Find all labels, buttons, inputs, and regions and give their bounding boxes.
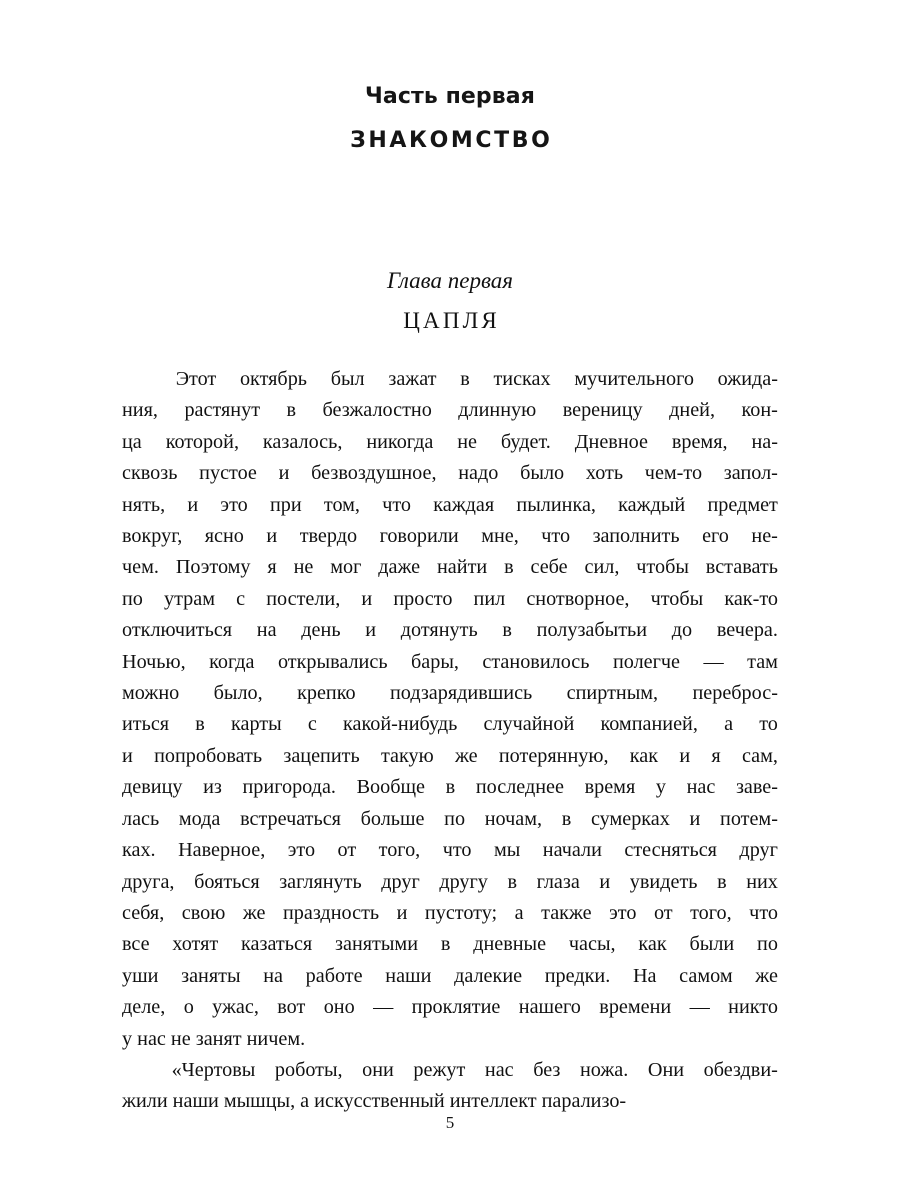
text-line: вокруг, ясно и твердо говорили мне, что заполнить его не- <box>122 525 778 548</box>
paragraph <box>122 1055 778 1118</box>
text-line: жили наши мышцы, а искусственный интеллект парализо- <box>122 1090 627 1113</box>
page-number: 5 <box>445 1113 455 1132</box>
chapter-label: Глава первая <box>387 268 513 293</box>
text-line: «Чертовы роботы, они режут нас без ножа. Они обездви- <box>122 1055 778 1086</box>
chapter-title: ЦАПЛЯ <box>403 308 500 333</box>
text-line: нять, и это при том, что каждая пылинка, каждый предмет <box>122 493 778 516</box>
text-line: можно было, крепко подзарядившись спиртным, переброс- <box>122 682 778 705</box>
text-line: по утрам с постели, и просто пил снотворное, чтобы как-то <box>122 587 778 610</box>
text-line: себя, свою же праздность и пустоту; а также это от того, что <box>122 901 778 924</box>
text-line: и попробовать зацепить такую же потерянную, как и я сам, <box>122 744 778 767</box>
text-line: деле, о ужас, вот оно — проклятие нашего времени — никто <box>122 996 778 1019</box>
text-line: ца которой, казалось, никогда не будет. Дневное время, на- <box>122 430 778 453</box>
body-text <box>122 364 778 1118</box>
part-heading <box>0 82 900 156</box>
text-line: Этот октябрь был зажат в тисках мучительного ожида- <box>122 364 778 395</box>
text-line: все хотят казаться занятыми в дневные часы, как были по <box>122 933 778 956</box>
text-line: ках. Наверное, это от того, что мы начали стесняться друг <box>122 839 778 862</box>
text-line: лась мода встречаться больше по ночам, в сумерках и потем- <box>122 807 778 830</box>
text-line: Ночью, когда открывались бары, становилось полегче — там <box>122 650 778 673</box>
text-line: уши заняты на работе наши далекие предки. На самом же <box>122 964 778 987</box>
text-line: девицу из пригорода. Вообще в последнее время у нас заве- <box>122 776 778 799</box>
paragraph <box>122 364 778 1055</box>
text-line: сквозь пустое и безвоздушное, надо было хоть чем-то запол- <box>122 462 778 485</box>
part-title: ЗНАКОМСТВО <box>350 128 553 153</box>
text-line: чем. Поэтому я не мог даже найти в себе сил, чтобы вставать <box>122 556 778 579</box>
chapter-heading <box>0 267 900 335</box>
paragraph-indent <box>122 364 152 395</box>
text-line: иться в карты с какой-нибудь случайной компанией, а то <box>122 713 778 736</box>
text-line: у нас не занят ничем. <box>122 1027 306 1050</box>
paragraph-indent <box>122 1055 152 1086</box>
text-line: отключиться на день и дотянуть в полузабытьи до вечера. <box>122 619 778 642</box>
text-line: друга, бояться заглянуть друг другу в глаза и увидеть в них <box>122 870 778 893</box>
text-line: ния, растянут в безжалостно длинную вереницу дней, кон- <box>122 399 778 422</box>
part-label: Часть первая <box>365 84 535 109</box>
